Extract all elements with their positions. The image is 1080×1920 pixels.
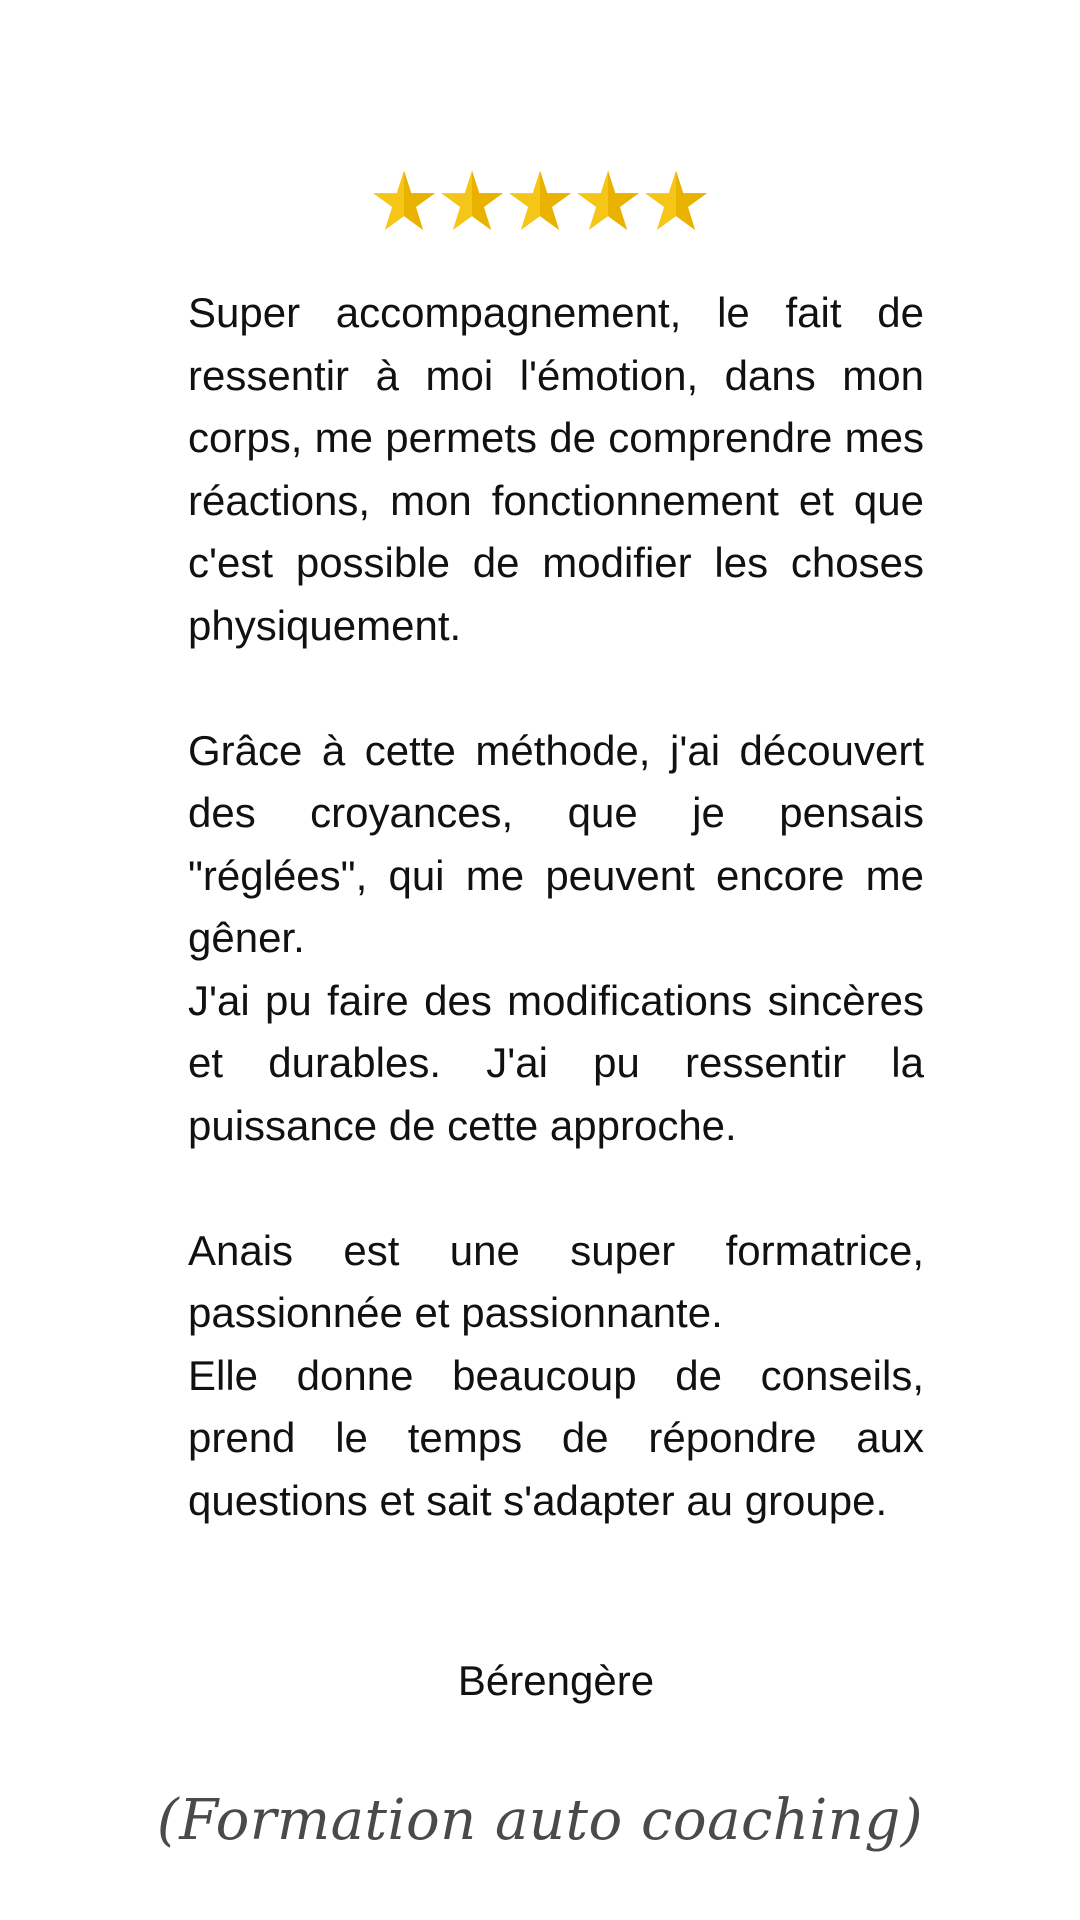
review-paragraph: Elle donne beaucoup de conseils, prend le temps de répondre aux questions et sait s'adapter au groupe. (188, 1351, 924, 1524)
paragraph-spacer (188, 657, 924, 720)
review-paragraph: Grâce à cette méthode, j'ai découvert des croyances, que je pensais "réglées", qui me peuvent encore me gêner. (188, 726, 924, 961)
star-icon (575, 168, 641, 234)
star-icon (643, 168, 709, 234)
review-paragraph: J'ai pu faire des modifications sincères et durables. J'ai pu ressentir la puissance de cette approche. (188, 976, 924, 1149)
star-rating (0, 168, 1080, 238)
star-icon (439, 168, 505, 234)
review-paragraph: Super accompagnement, le fait de ressentir à moi l'émotion, dans mon corps, me permets de comprendre mes réactions, mon fonctionnement et que c'est possible de modifier les choses physiquement. (188, 289, 924, 649)
training-caption: (Formation auto coaching) (156, 1788, 924, 1853)
star-icon (507, 168, 573, 234)
review-text (188, 282, 924, 1532)
star-icon (371, 168, 437, 234)
paragraph-spacer (188, 1157, 924, 1220)
review-author: Bérengère (457, 1657, 655, 1704)
review-paragraph: Anais est une super formatrice, passionnée et passionnante. (188, 1226, 924, 1336)
